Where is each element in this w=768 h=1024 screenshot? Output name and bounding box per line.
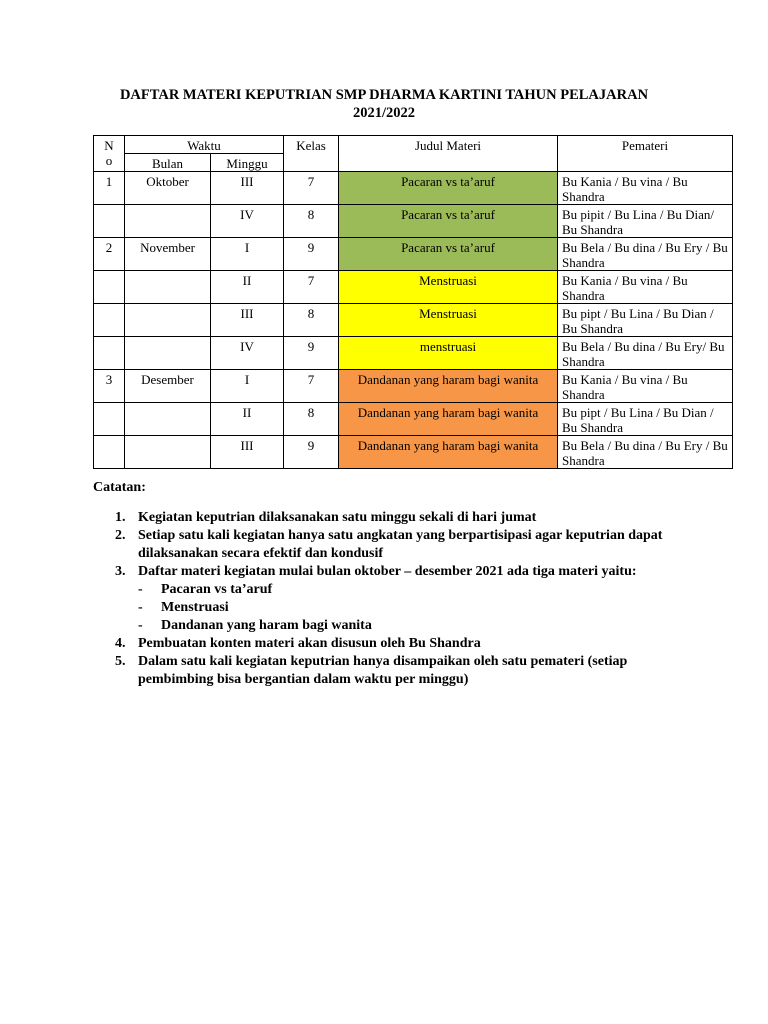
note-item — [93, 635, 693, 653]
subitem-dash: - — [138, 600, 143, 615]
cell-judul: Pacaran vs ta’aruf — [339, 205, 558, 238]
cell-minggu: I — [211, 370, 284, 403]
cell-judul: Dandanan yang haram bagi wanita — [339, 370, 558, 403]
cell-kelas: 7 — [284, 271, 339, 304]
document-title — [96, 86, 672, 122]
cell-no — [94, 403, 125, 436]
subitem-text: Menstruasi — [161, 600, 229, 615]
cell-bulan — [125, 271, 211, 304]
note-subitem — [138, 581, 693, 599]
table-row — [94, 403, 733, 436]
note-number: 4. — [115, 636, 126, 651]
cell-bulan — [125, 403, 211, 436]
cell-kelas: 9 — [284, 436, 339, 469]
note-item — [93, 509, 693, 527]
cell-kelas: 8 — [284, 304, 339, 337]
cell-bulan — [125, 337, 211, 370]
cell-pemateri: Bu pipit / Bu Lina / Bu Dian/ Bu Shandra — [558, 205, 733, 238]
note-text: Setiap satu kali kegiatan hanya satu angkatan yang berpartisipasi agar keputrian dapat dilaksanakan secara efektif dan kondusif — [138, 528, 663, 561]
subitem-text: Pacaran vs ta’aruf — [161, 582, 273, 597]
cell-minggu: IV — [211, 337, 284, 370]
cell-minggu: I — [211, 238, 284, 271]
cell-minggu: IV — [211, 205, 284, 238]
header-row — [94, 136, 733, 154]
cell-pemateri: Bu pipt / Bu Lina / Bu Dian / Bu Shandra — [558, 403, 733, 436]
header-bulan: Bulan — [125, 154, 211, 172]
note-number: 1. — [115, 510, 126, 525]
notes-section — [93, 479, 693, 689]
table-row — [94, 271, 733, 304]
cell-judul: Dandanan yang haram bagi wanita — [339, 403, 558, 436]
cell-no: 2 — [94, 238, 125, 271]
cell-minggu: II — [211, 271, 284, 304]
table-row — [94, 205, 733, 238]
cell-bulan: Desember — [125, 370, 211, 403]
cell-judul: Menstruasi — [339, 271, 558, 304]
cell-bulan — [125, 304, 211, 337]
cell-kelas: 9 — [284, 337, 339, 370]
notes-list — [93, 509, 693, 689]
header-minggu: Minggu — [211, 154, 284, 172]
subitem-dash: - — [138, 582, 143, 597]
cell-judul: Pacaran vs ta’aruf — [339, 238, 558, 271]
cell-pemateri: Bu Bela / Bu dina / Bu Ery / Bu Shandra — [558, 436, 733, 469]
cell-judul: Menstruasi — [339, 304, 558, 337]
title-line-1: DAFTAR MATERI KEPUTRIAN SMP DHARMA KARTINI TAHUN PELAJARAN — [119, 87, 649, 103]
note-item — [93, 563, 693, 635]
cell-kelas: 7 — [284, 370, 339, 403]
note-subitem — [138, 617, 693, 635]
header-judul: Judul Materi — [339, 136, 558, 172]
table-row — [94, 238, 733, 271]
cell-pemateri: Bu Bela / Bu dina / Bu Ery/ Bu Shandra — [558, 337, 733, 370]
cell-bulan: Oktober — [125, 172, 211, 205]
header-pemateri: Pemateri — [558, 136, 733, 172]
note-item — [93, 527, 693, 563]
cell-judul: menstruasi — [339, 337, 558, 370]
cell-no: 3 — [94, 370, 125, 403]
cell-minggu: III — [211, 436, 284, 469]
cell-pemateri: Bu Bela / Bu dina / Bu Ery / Bu Shandra — [558, 238, 733, 271]
cell-judul: Pacaran vs ta’aruf — [339, 172, 558, 205]
note-text: Kegiatan keputrian dilaksanakan satu minggu sekali di hari jumat — [138, 510, 537, 525]
cell-bulan — [125, 205, 211, 238]
cell-pemateri: Bu pipt / Bu Lina / Bu Dian / Bu Shandra — [558, 304, 733, 337]
note-text: Daftar materi kegiatan mulai bulan oktober – desember 2021 ada tiga materi yaitu: — [138, 564, 637, 579]
table-row — [94, 436, 733, 469]
cell-minggu: III — [211, 172, 284, 205]
note-text: Pembuatan konten materi akan disusun oleh Bu Shandra — [138, 636, 481, 651]
note-text: Dalam satu kali kegiatan keputrian hanya disampaikan oleh satu pemateri (setiap pembimbing bisa bergantian dalam waktu per minggu) — [138, 654, 628, 687]
table-row — [94, 370, 733, 403]
cell-kelas: 9 — [284, 238, 339, 271]
subitem-text: Dandanan yang haram bagi wanita — [161, 618, 372, 633]
cell-no — [94, 271, 125, 304]
table-row — [94, 337, 733, 370]
note-number: 2. — [115, 528, 126, 543]
cell-kelas: 8 — [284, 205, 339, 238]
note-subitem — [138, 599, 693, 617]
note-number: 3. — [115, 564, 126, 579]
note-item — [93, 653, 693, 689]
title-line-2: 2021/2022 — [352, 105, 416, 121]
cell-no: 1 — [94, 172, 125, 205]
header-kelas: Kelas — [284, 136, 339, 172]
cell-no — [94, 337, 125, 370]
cell-no — [94, 304, 125, 337]
header-no: N o — [94, 136, 125, 172]
table-row — [94, 172, 733, 205]
schedule-table — [93, 135, 733, 469]
cell-judul: Dandanan yang haram bagi wanita — [339, 436, 558, 469]
cell-minggu: II — [211, 403, 284, 436]
cell-bulan: November — [125, 238, 211, 271]
subitem-dash: - — [138, 618, 143, 633]
table-row — [94, 304, 733, 337]
cell-bulan — [125, 436, 211, 469]
cell-no — [94, 205, 125, 238]
note-sublist — [138, 581, 693, 635]
cell-kelas: 7 — [284, 172, 339, 205]
cell-pemateri: Bu Kania / Bu vina / Bu Shandra — [558, 172, 733, 205]
cell-minggu: III — [211, 304, 284, 337]
cell-no — [94, 436, 125, 469]
cell-pemateri: Bu Kania / Bu vina / Bu Shandra — [558, 271, 733, 304]
cell-kelas: 8 — [284, 403, 339, 436]
cell-pemateri: Bu Kania / Bu vina / Bu Shandra — [558, 370, 733, 403]
notes-title: Catatan: — [93, 480, 146, 495]
note-number: 5. — [115, 654, 126, 669]
header-waktu: Waktu — [125, 136, 284, 154]
